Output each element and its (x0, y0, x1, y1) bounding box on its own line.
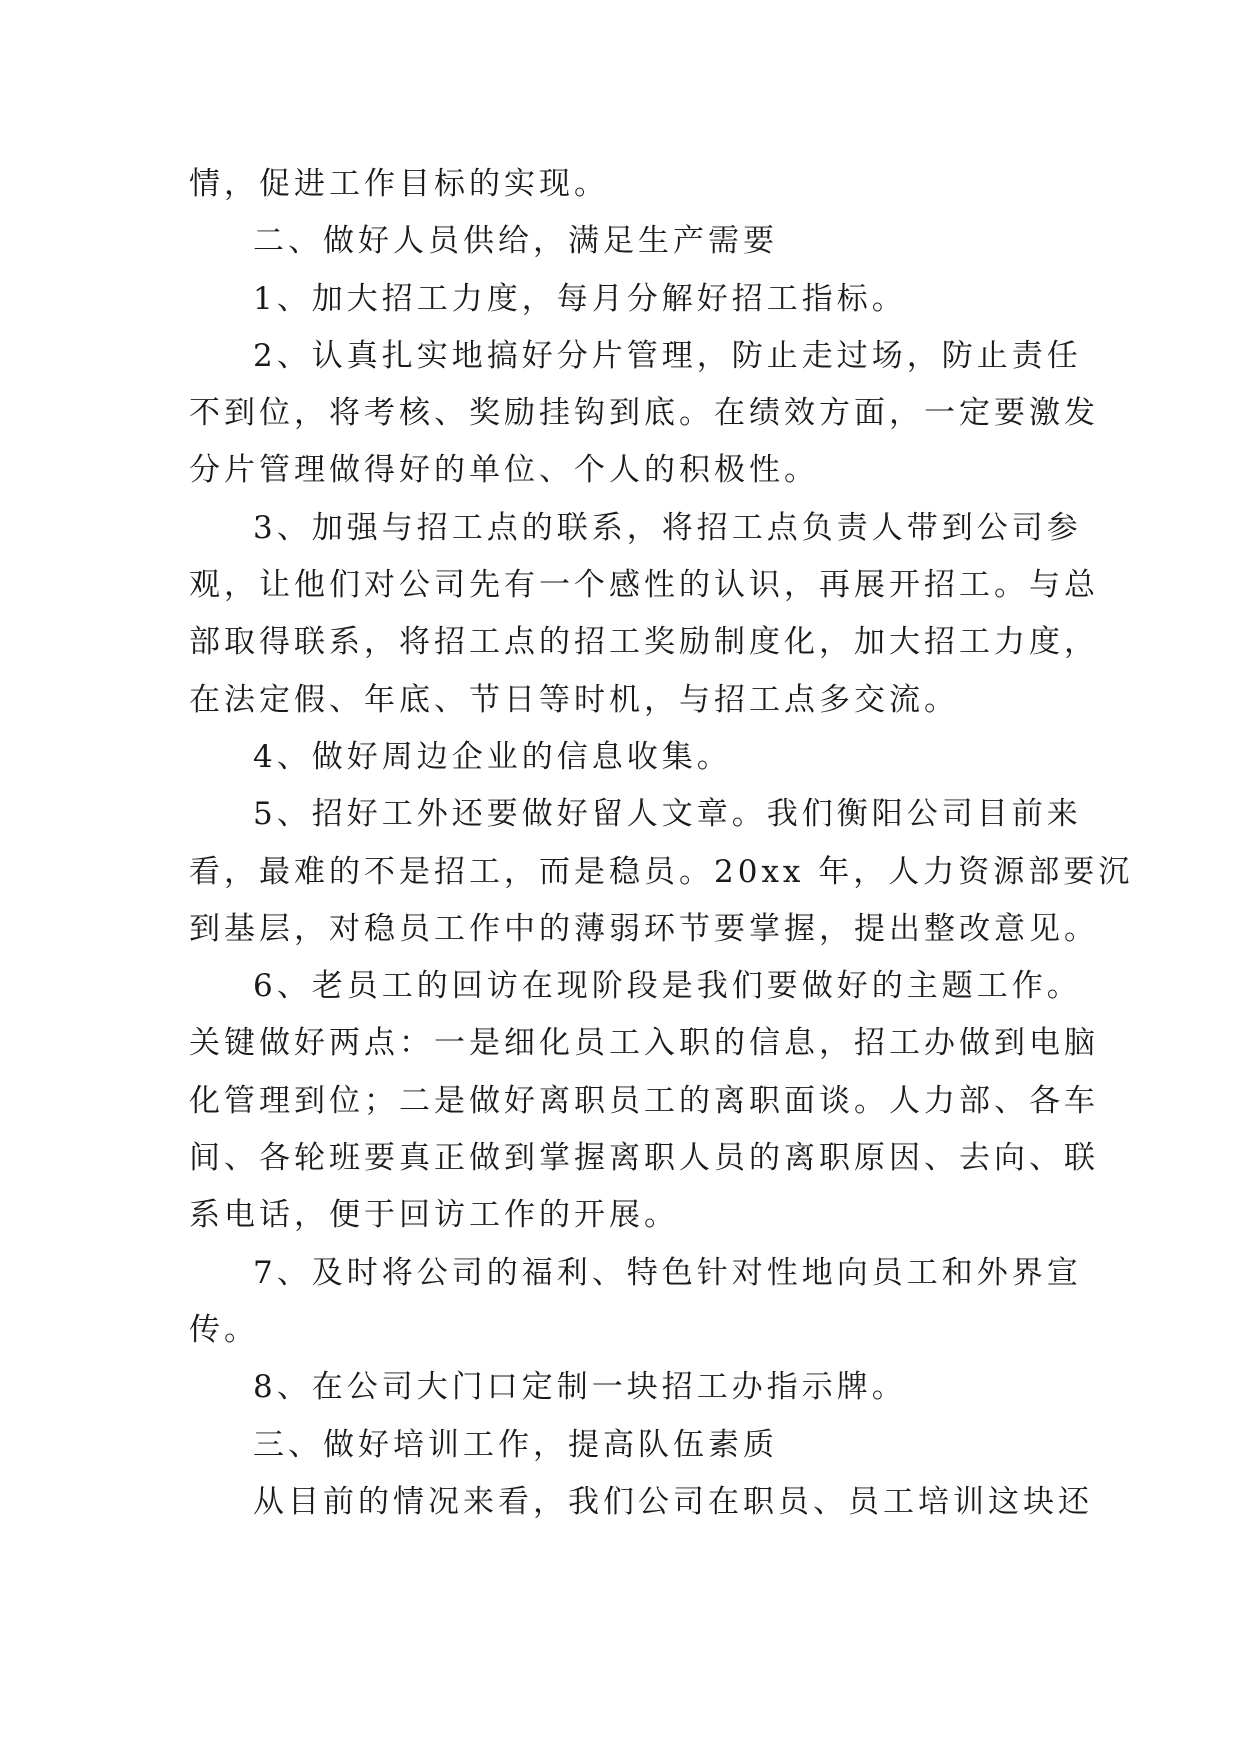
text-line: 传。 (189, 1311, 259, 1348)
text-line: 化管理到位；二是做好离职员工的离职面谈。人力部、各车 (189, 1082, 1099, 1119)
text-line: 看，最难的不是招工，而是稳员。20xx 年，人力资源部要沉 (189, 853, 1134, 890)
text-line: 从目前的情况来看，我们公司在职员、员工培训这块还 (253, 1483, 1093, 1520)
text-line: 7、及时将公司的福利、特色针对性地向员工和外界宣 (253, 1254, 1082, 1291)
text-line: 二、做好人员供给，满足生产需要 (253, 223, 778, 260)
text-line: 2、认真扎实地搞好分片管理，防止走过场，防止责任 (253, 337, 1082, 374)
text-line: 关键做好两点：一是细化员工入职的信息，招工办做到电脑 (189, 1025, 1099, 1062)
text-line: 8、在公司大门口定制一块招工办指示牌。 (253, 1369, 907, 1406)
text-line: 在法定假、年底、节日等时机，与招工点多交流。 (189, 681, 959, 718)
text-line: 分片管理做得好的单位、个人的积极性。 (189, 452, 819, 489)
text-line: 不到位，将考核、奖励挂钩到底。在绩效方面，一定要激发 (189, 395, 1099, 432)
text-line: 6、老员工的回访在现阶段是我们要做好的主题工作。 (253, 968, 1082, 1005)
text-line: 部取得联系，将招工点的招工奖励制度化，加大招工力度， (189, 624, 1099, 661)
document-body (189, 156, 1134, 1531)
text-line: 到基层，对稳员工作中的薄弱环节要掌握，提出整改意见。 (189, 910, 1099, 947)
text-line: 观，让他们对公司先有一个感性的认识，再展开招工。与总 (189, 567, 1099, 604)
text-line: 5、招好工外还要做好留人文章。我们衡阳公司目前来 (253, 796, 1082, 833)
text-line: 4、做好周边企业的信息收集。 (253, 738, 732, 775)
text-line: 系电话，便于回访工作的开展。 (189, 1197, 679, 1234)
text-line: 情，促进工作目标的实现。 (189, 166, 609, 202)
text-line: 1、加大招工力度，每月分解好招工指标。 (253, 280, 907, 317)
text-line: 三、做好培训工作，提高队伍素质 (253, 1426, 778, 1463)
text-line: 间、各轮班要真正做到掌握离职人员的离职原因、去向、联 (189, 1140, 1099, 1177)
text-line: 3、加强与招工点的联系，将招工点负责人带到公司参 (253, 509, 1082, 546)
